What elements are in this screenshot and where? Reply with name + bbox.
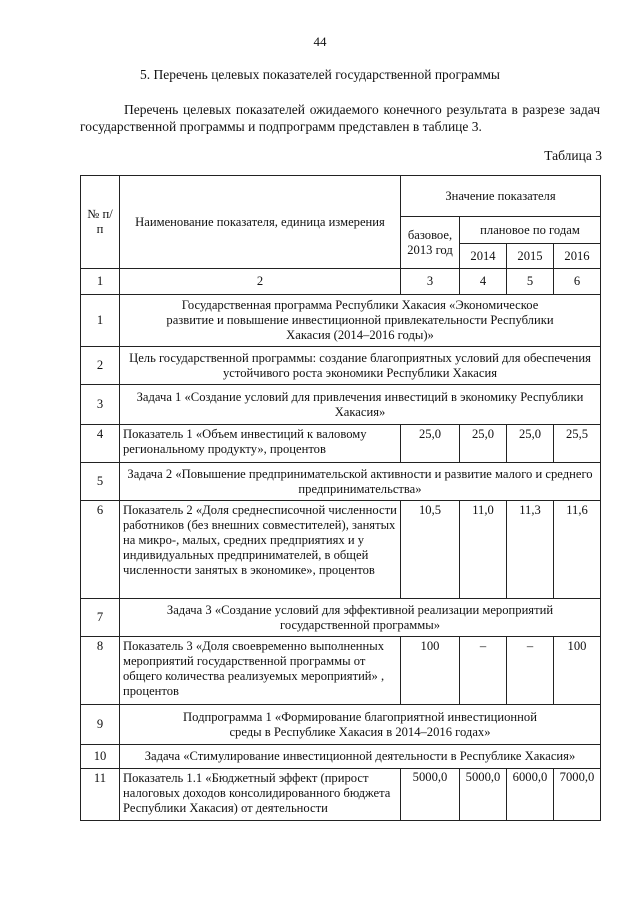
table-row xyxy=(81,705,601,745)
row-text: Показатель 2 «Доля среднесписочной численности работников (без внешних совместителей), занятых на микро-, малых, средних предприятиях и у индивидуальных предпринимателей, в общей численности занятых в экономике», процентов xyxy=(120,501,401,599)
section-title: 5. Перечень целевых показателей государственной программы xyxy=(140,67,500,82)
row-number: 8 xyxy=(81,637,120,705)
value-2016: 7000,0 xyxy=(554,769,601,821)
row-text: Задача 2 «Повышение предпринимательской активности и развитие малого и среднего предпринимательства» xyxy=(120,463,601,501)
page-number: 44 xyxy=(313,34,327,49)
table-row xyxy=(81,295,601,347)
value-2015: 25,0 xyxy=(507,425,554,463)
value-2015: – xyxy=(507,637,554,705)
header-year: 2016 xyxy=(554,244,601,269)
value-2016: 11,6 xyxy=(554,501,601,599)
table-row xyxy=(81,637,601,705)
value-base: 5000,0 xyxy=(401,769,460,821)
row-number: 9 xyxy=(81,705,120,745)
row-text: Государственная программа Республики Хакасия «Экономическое развитие и повышение инвестиционной привлекательности Республики Хакасия (2014–2016 годы)» xyxy=(120,295,601,347)
row-number: 5 xyxy=(81,463,120,501)
header-year: 2015 xyxy=(507,244,554,269)
value-base: 10,5 xyxy=(401,501,460,599)
table-row xyxy=(81,501,601,599)
row-text: Задача 3 «Создание условий для эффективной реализации мероприятий государственной программы» xyxy=(120,599,601,637)
value-2014: 5000,0 xyxy=(460,769,507,821)
row-number: 2 xyxy=(81,347,120,385)
value-2015: 6000,0 xyxy=(507,769,554,821)
row-text: Задача «Стимулирование инвестиционной деятельности в Республике Хакасия» xyxy=(120,745,601,769)
row-text: Задача 1 «Создание условий для привлечения инвестиций в экономику Республики Хакасия» xyxy=(120,385,601,425)
table-row xyxy=(81,599,601,637)
row-number: 1 xyxy=(81,295,120,347)
row-text: Цель государственной программы: создание благоприятных условий для обеспечения устойчивого роста экономики Республики Хакасия xyxy=(120,347,601,385)
value-2014: 25,0 xyxy=(460,425,507,463)
intro-paragraph: Перечень целевых показателей ожидаемого конечного результата в разрезе задач государственной программы и подпрограмм представлен в таблице 3. xyxy=(80,102,600,134)
header-planned: плановое по годам xyxy=(460,217,601,244)
row-number: 3 xyxy=(81,385,120,425)
header-year: 2014 xyxy=(460,244,507,269)
value-2014: 11,0 xyxy=(460,501,507,599)
table-row xyxy=(81,425,601,463)
value-2016: 25,5 xyxy=(554,425,601,463)
row-number: 4 xyxy=(81,425,120,463)
header-num: № п/п xyxy=(81,176,120,269)
row-number: 6 xyxy=(81,501,120,599)
column-number: 5 xyxy=(507,269,554,295)
row-text: Показатель 3 «Доля своевременно выполненных мероприятий государственной программы от общего количества реализуемых мероприятий» , процентов xyxy=(120,637,401,705)
column-number: 6 xyxy=(554,269,601,295)
table-row xyxy=(81,463,601,501)
row-text: Показатель 1.1 «Бюджетный эффект (прирост налоговых доходов консолидированного бюджета Республики Хакасия) от деятельности xyxy=(120,769,401,821)
column-number: 3 xyxy=(401,269,460,295)
row-number: 10 xyxy=(81,745,120,769)
table-row xyxy=(81,745,601,769)
indicators-table xyxy=(80,175,601,821)
column-number: 1 xyxy=(81,269,120,295)
header-base: базовое, 2013 год xyxy=(401,217,460,269)
table-row xyxy=(81,347,601,385)
value-2016: 100 xyxy=(554,637,601,705)
row-number: 7 xyxy=(81,599,120,637)
row-text: Подпрограмма 1 «Формирование благоприятной инвестиционной среды в Республике Хакасия в 2014–2016 годах» xyxy=(120,705,601,745)
value-base: 25,0 xyxy=(401,425,460,463)
header-name: Наименование показателя, единица измерения xyxy=(120,176,401,269)
value-2014: – xyxy=(460,637,507,705)
table-row xyxy=(81,769,601,821)
row-number: 11 xyxy=(81,769,120,821)
table-row xyxy=(81,385,601,425)
column-number: 4 xyxy=(460,269,507,295)
row-text: Показатель 1 «Объем инвестиций к валовому региональному продукту», процентов xyxy=(120,425,401,463)
value-2015: 11,3 xyxy=(507,501,554,599)
value-base: 100 xyxy=(401,637,460,705)
column-number: 2 xyxy=(120,269,401,295)
table-label: Таблица 3 xyxy=(544,148,602,163)
header-value: Значение показателя xyxy=(401,176,601,217)
